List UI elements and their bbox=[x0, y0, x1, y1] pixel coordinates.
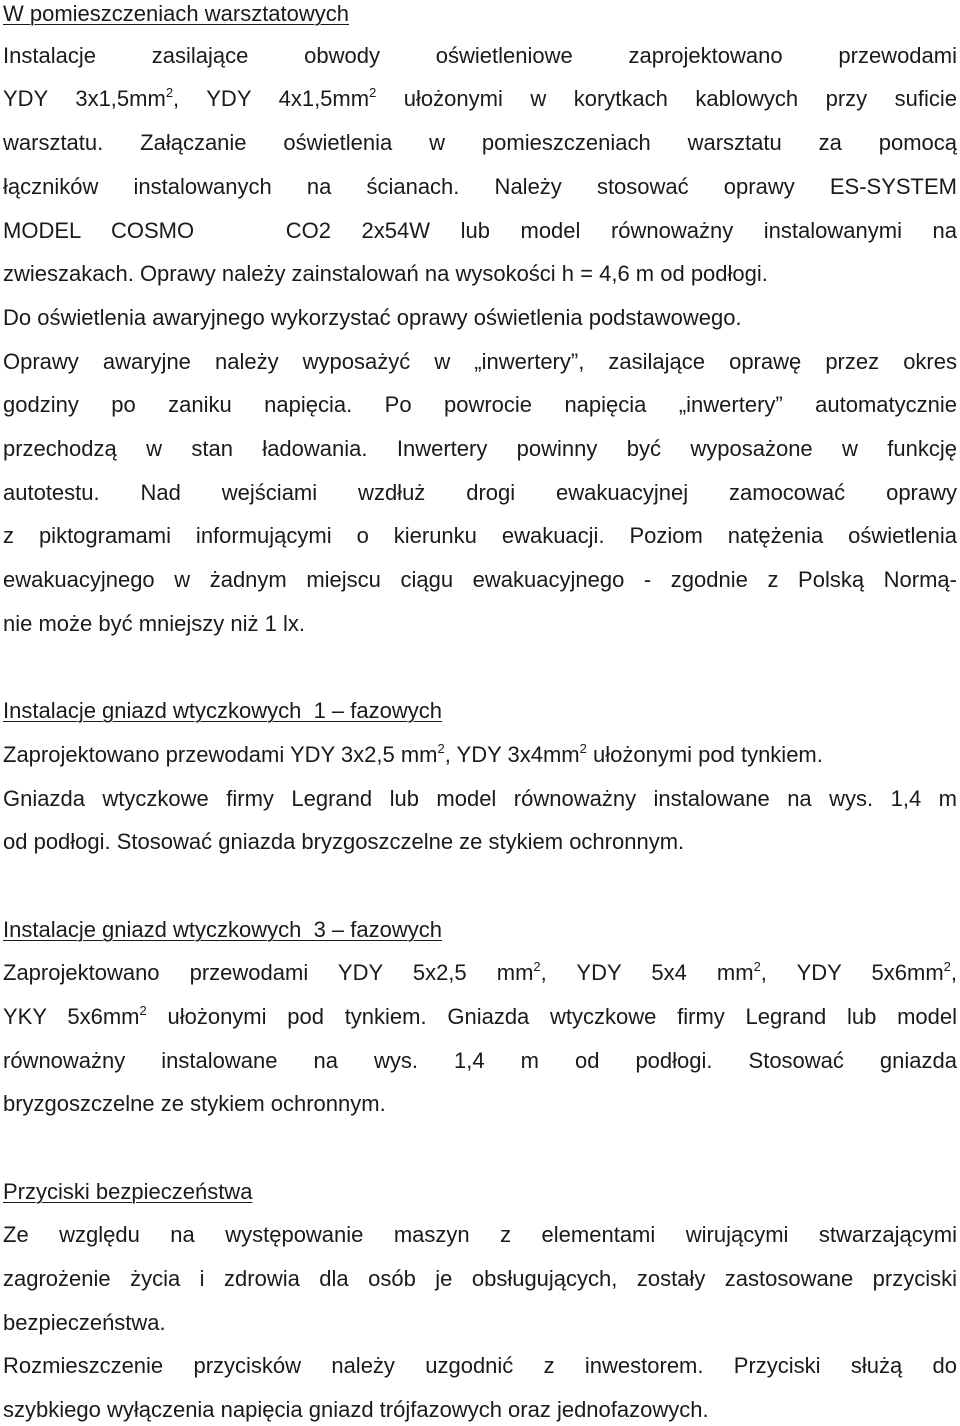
paragraph-line: przechodzą w stan ładowania. Inwertery powinny być wyposażone w funkcję bbox=[3, 436, 957, 461]
superscript: 2 bbox=[139, 1003, 147, 1018]
section-heading-safety-buttons: Przyciski bezpieczeństwa bbox=[3, 1179, 253, 1204]
paragraph-line: MODEL COSMO CO2 2x54W lub model równoważny instalowanymi na bbox=[3, 218, 957, 243]
paragraph-line: godziny po zaniku napięcia. Po powrocie napięcia „inwertery” automatycznie bbox=[3, 392, 957, 417]
paragraph-line: Gniazda wtyczkowe firmy Legrand lub model równoważny instalowane na wys. 1,4 m bbox=[3, 786, 957, 811]
text-span: Zaprojektowano przewodami YDY 3x2,5 mm bbox=[3, 742, 438, 767]
paragraph-line: Do oświetlenia awaryjnego wykorzystać oprawy oświetlenia podstawowego. bbox=[3, 305, 742, 330]
text-span: Zaprojektowano przewodami YDY 5x2,5 mm bbox=[3, 960, 534, 985]
paragraph-line bbox=[3, 741, 957, 769]
paragraph-line: nie może być mniejszy niż 1 lx. bbox=[3, 611, 305, 636]
section-heading-workshop: W pomieszczeniach warsztatowych bbox=[3, 1, 350, 26]
superscript: 2 bbox=[165, 85, 174, 100]
paragraph-line bbox=[3, 959, 957, 987]
text-span: , YDY 5x6mm bbox=[760, 960, 944, 985]
superscript: 2 bbox=[753, 959, 761, 974]
section-heading-3phase: Instalacje gniazd wtyczkowych 3 – fazowych bbox=[3, 917, 442, 942]
paragraph-line: Oprawy awaryjne należy wyposażyć w „inwertery”, zasilające oprawę przez okres bbox=[3, 349, 957, 374]
paragraph-line: zwieszakach. Oprawy należy zainstalowań na wysokości h = 4,6 m od podłogi. bbox=[3, 261, 768, 286]
paragraph-line: od podłogi. Stosować gniazda bryzgoszczelne ze stykiem ochronnym. bbox=[3, 829, 685, 854]
section-heading-1phase: Instalacje gniazd wtyczkowych 1 – fazowych bbox=[3, 698, 442, 723]
paragraph-line bbox=[3, 1003, 957, 1031]
text-span: , bbox=[950, 960, 958, 985]
paragraph-line bbox=[3, 85, 957, 113]
paragraph-line: szybkiego wyłączenia napięcia gniazd trójfazowych oraz jednofazowych. bbox=[3, 1397, 709, 1422]
text-span: YDY 3x1,5mm bbox=[3, 86, 166, 111]
superscript: 2 bbox=[437, 741, 445, 756]
paragraph-line: Ze względu na występowanie maszyn z elementami wirującymi stwarzającymi bbox=[3, 1222, 957, 1247]
paragraph-line: łączników instalowanych na ścianach. Należy stosować oprawy ES-SYSTEM bbox=[3, 174, 957, 199]
text-span: , YDY 4x1,5mm bbox=[173, 86, 370, 111]
paragraph-line: zagrożenie życia i zdrowia dla osób je obsługujących, zostały zastosowane przyciski bbox=[3, 1266, 957, 1291]
text-span: ułożonymi pod tynkiem. bbox=[586, 742, 823, 767]
paragraph-line: Instalacje zasilające obwody oświetleniowe zaprojektowano przewodami bbox=[3, 43, 957, 68]
text-span: , YDY 3x4mm bbox=[444, 742, 580, 767]
text-span: ułożonymi w korytkach kablowych przy suficie bbox=[376, 86, 958, 111]
text-span: ułożonymi pod tynkiem. Gniazda wtyczkowe firmy Legrand lub model bbox=[146, 1004, 958, 1029]
paragraph-line: autotestu. Nad wejściami wzdłuż drogi ewakuacyjnej zamocować oprawy bbox=[3, 480, 957, 505]
paragraph-line: warsztatu. Załączanie oświetlenia w pomieszczeniach warsztatu za pomocą bbox=[3, 130, 957, 155]
superscript: 2 bbox=[533, 959, 541, 974]
paragraph-line: bezpieczeństwa. bbox=[3, 1310, 166, 1335]
text-span: YKY 5x6mm bbox=[3, 1004, 140, 1029]
paragraph-line: równoważny instalowane na wys. 1,4 m od podłogi. Stosować gniazda bbox=[3, 1048, 957, 1073]
superscript: 2 bbox=[579, 741, 587, 756]
text-span: , YDY 5x4 mm bbox=[540, 960, 754, 985]
superscript: 2 bbox=[369, 85, 377, 100]
superscript: 2 bbox=[943, 959, 951, 974]
paragraph-line: ewakuacyjnego w żadnym miejscu ciągu ewakuacyjnego - zgodnie z Polską Normą- bbox=[3, 567, 957, 592]
paragraph-line: z piktogramami informującymi o kierunku ewakuacji. Poziom natężenia oświetlenia bbox=[3, 523, 957, 548]
paragraph-line: Rozmieszczenie przycisków należy uzgodnić z inwestorem. Przyciski służą do bbox=[3, 1353, 957, 1378]
paragraph-line: bryzgoszczelne ze stykiem ochronnym. bbox=[3, 1091, 386, 1116]
